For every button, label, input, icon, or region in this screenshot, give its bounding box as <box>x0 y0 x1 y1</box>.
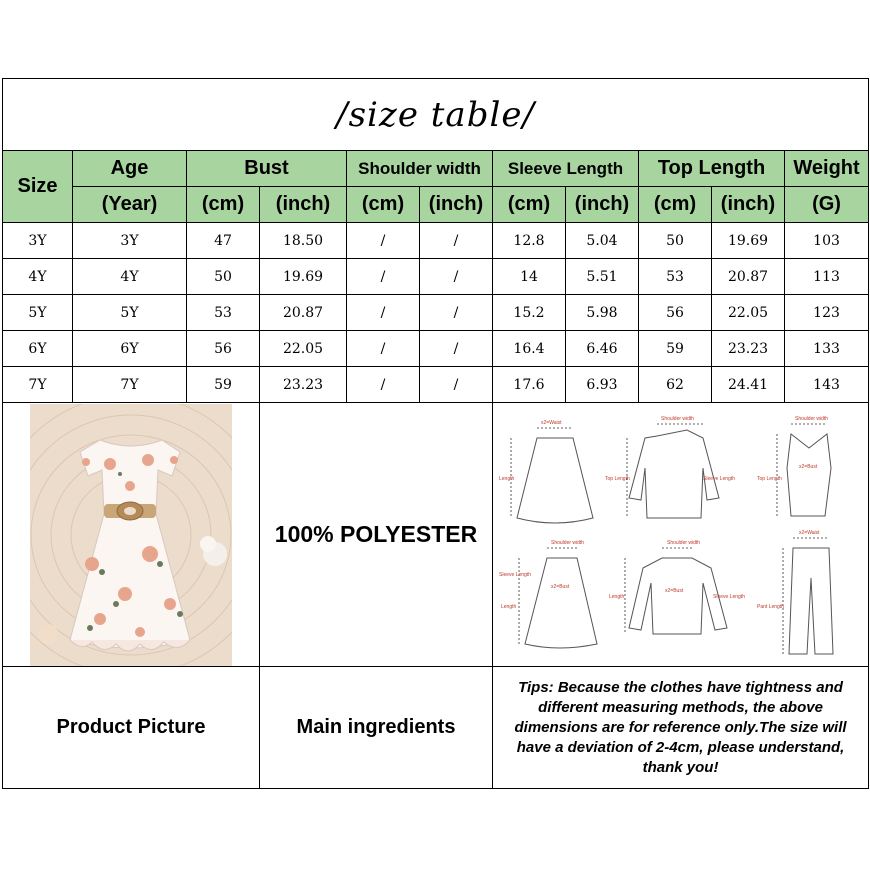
cell-sleeve-cm: 17.6 <box>493 367 566 403</box>
diagram-label-shoulder-4: Shoulder width <box>666 539 700 546</box>
cell-top-cm: 62 <box>639 367 712 403</box>
cell-top-cm: 50 <box>639 223 712 259</box>
diagram-label-top-length-2: Top Length <box>756 475 782 482</box>
cell-bust-cm: 47 <box>187 223 260 259</box>
cell-bust-cm: 50 <box>187 259 260 295</box>
cell-age: 4Y <box>73 259 187 295</box>
header-top-length: Top Length <box>639 151 785 187</box>
cell-size: 4Y <box>3 259 73 295</box>
cell-shoulder-cm: / <box>347 223 420 259</box>
cell-weight: 123 <box>785 295 869 331</box>
material-text: 100% POLYESTER <box>274 521 478 547</box>
main-ingredients-label: Main ingredients <box>260 667 493 789</box>
cell-age: 6Y <box>73 331 187 367</box>
diagram-label-length-2: Length <box>500 603 516 610</box>
diagram-label-waist-2: x2=Waist <box>798 529 820 536</box>
cell-size: 6Y <box>3 331 73 367</box>
cell-shoulder-inch: / <box>420 367 493 403</box>
unit-weight: (G) <box>785 187 869 223</box>
cell-sleeve-inch: 5.04 <box>566 223 639 259</box>
cell-weight: 133 <box>785 331 869 367</box>
title-text: /size table/ <box>336 94 535 135</box>
size-table <box>2 78 869 789</box>
diagram-label-sleeve-2: Sleeve Length <box>498 571 531 578</box>
cell-bust-inch: 18.50 <box>260 223 347 259</box>
cell-top-cm: 59 <box>639 331 712 367</box>
diagram-label-waist: x2=Waist <box>540 419 562 426</box>
cell-top-inch: 24.41 <box>712 367 785 403</box>
cell-shoulder-inch: / <box>420 331 493 367</box>
cell-weight: 103 <box>785 223 869 259</box>
diagram-label-shoulder-2: Shoulder width <box>794 415 828 422</box>
header-bust: Bust <box>187 151 347 187</box>
cell-bust-inch: 20.87 <box>260 295 347 331</box>
unit-sleeve-inch: (inch) <box>566 187 639 223</box>
cell-size: 3Y <box>3 223 73 259</box>
unit-sleeve-cm: (cm) <box>493 187 566 223</box>
cell-sleeve-cm: 14 <box>493 259 566 295</box>
dress-image <box>30 404 232 666</box>
cell-sleeve-inch: 5.51 <box>566 259 639 295</box>
cell-top-inch: 19.69 <box>712 223 785 259</box>
unit-top-cm: (cm) <box>639 187 712 223</box>
table-row <box>3 223 869 259</box>
cell-shoulder-cm: / <box>347 367 420 403</box>
product-photo-cell <box>3 403 260 667</box>
cell-shoulder-inch: / <box>420 223 493 259</box>
size-table-title <box>3 79 869 151</box>
product-photo <box>30 404 232 666</box>
cell-bust-cm: 59 <box>187 367 260 403</box>
diagram-label-length: Length <box>498 475 514 482</box>
cell-bust-inch: 23.23 <box>260 367 347 403</box>
cell-age: 5Y <box>73 295 187 331</box>
header-age: Age <box>73 151 187 187</box>
diagram-label-sleeve-3: Sleeve Length <box>712 593 745 600</box>
cell-shoulder-cm: / <box>347 259 420 295</box>
diagram-label-shoulder: Shoulder width <box>660 415 694 422</box>
cell-sleeve-inch: 6.93 <box>566 367 639 403</box>
cell-size: 7Y <box>3 367 73 403</box>
product-picture-label: Product Picture <box>3 667 260 789</box>
diagram-label-length-3: Length <box>608 593 624 600</box>
cell-shoulder-cm: / <box>347 295 420 331</box>
cell-sleeve-cm: 16.4 <box>493 331 566 367</box>
cell-top-inch: 23.23 <box>712 331 785 367</box>
diagram-label-shoulder-3: Shoulder width <box>550 539 584 546</box>
cell-sleeve-cm: 12.8 <box>493 223 566 259</box>
cell-weight: 113 <box>785 259 869 295</box>
diagram-label-bust-3: x2=Bust <box>664 587 683 594</box>
cell-sleeve-inch: 5.98 <box>566 295 639 331</box>
cell-age: 7Y <box>73 367 187 403</box>
diagram-label-pant-length: Pant Length <box>756 603 784 610</box>
cell-bust-inch: 22.05 <box>260 331 347 367</box>
unit-bust-cm: (cm) <box>187 187 260 223</box>
diagram-label-top-length: Top Length <box>604 475 630 482</box>
size-chart-sheet <box>2 78 868 791</box>
tips-text: Tips: Because the clothes have tightness and different measuring methods, the above dimensions are for reference only.The size will have a deviation of 2-4cm, please understand, thank you! <box>493 667 869 789</box>
header-size: Size <box>3 151 73 223</box>
cell-top-inch: 20.87 <box>712 259 785 295</box>
cell-top-cm: 56 <box>639 295 712 331</box>
cell-top-inch: 22.05 <box>712 295 785 331</box>
cell-age: 3Y <box>73 223 187 259</box>
measurement-diagram <box>497 408 865 662</box>
cell-shoulder-inch: / <box>420 259 493 295</box>
cell-bust-cm: 56 <box>187 331 260 367</box>
cell-bust-inch: 19.69 <box>260 259 347 295</box>
cell-top-cm: 53 <box>639 259 712 295</box>
garment-sketches <box>497 408 865 662</box>
unit-shoulder-cm: (cm) <box>347 187 420 223</box>
cell-weight: 143 <box>785 367 869 403</box>
header-shoulder-width: Shoulder width <box>347 151 493 187</box>
diagram-label-bust: x2=Bust <box>798 463 817 470</box>
unit-top-inch: (inch) <box>712 187 785 223</box>
table-row <box>3 367 869 403</box>
diagram-label-sleeve: Sleeve Length <box>702 475 735 482</box>
cell-shoulder-cm: / <box>347 331 420 367</box>
cell-sleeve-cm: 15.2 <box>493 295 566 331</box>
cell-bust-cm: 53 <box>187 295 260 331</box>
unit-age: (Year) <box>73 187 187 223</box>
cell-shoulder-inch: / <box>420 295 493 331</box>
table-row <box>3 259 869 295</box>
unit-bust-inch: (inch) <box>260 187 347 223</box>
header-sleeve-length: Sleeve Length <box>493 151 639 187</box>
cell-size: 5Y <box>3 295 73 331</box>
material-cell <box>260 403 493 667</box>
diagram-label-bust-2: x2=Bust <box>550 583 569 590</box>
cell-sleeve-inch: 6.46 <box>566 331 639 367</box>
table-row <box>3 295 869 331</box>
unit-shoulder-inch: (inch) <box>420 187 493 223</box>
header-weight: Weight <box>785 151 869 187</box>
table-row <box>3 331 869 367</box>
measurement-diagram-cell <box>493 403 869 667</box>
